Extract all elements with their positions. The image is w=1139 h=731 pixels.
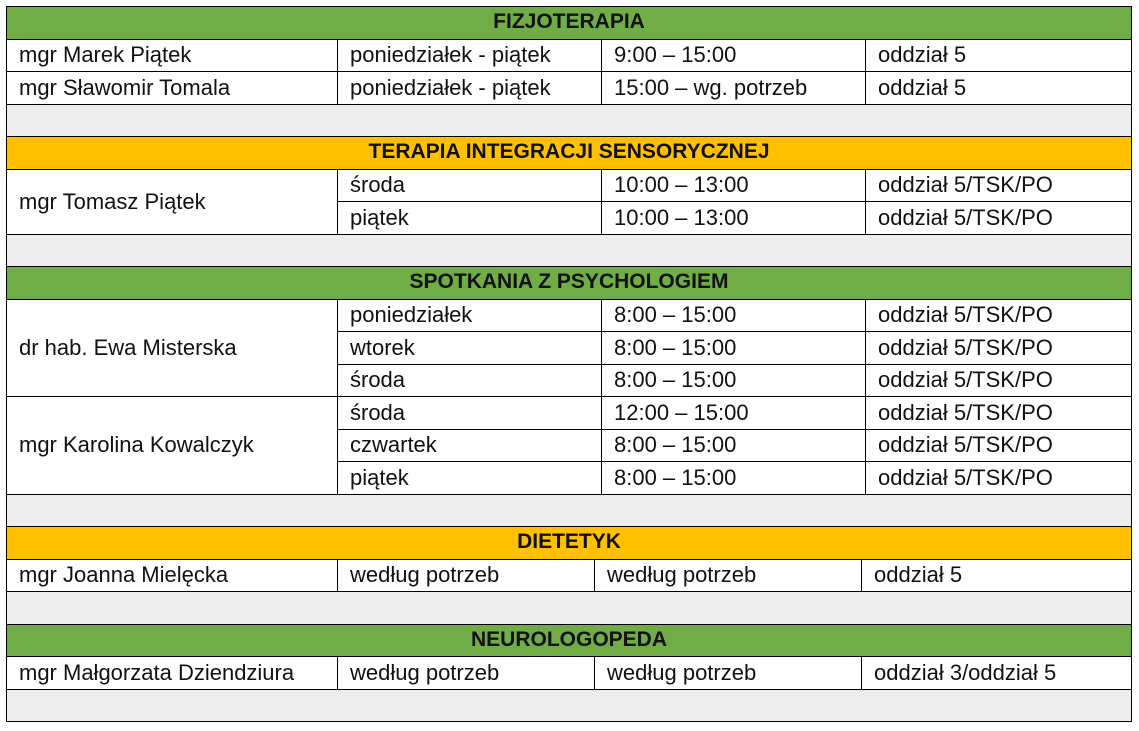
- person-cell: mgr Sławomir Tomala: [6, 71, 338, 105]
- person-cell: mgr Joanna Mielęcka: [6, 559, 338, 593]
- section-header: TERAPIA INTEGRACJI SENSORYCZNEJ: [6, 136, 1132, 170]
- hours-cell: 10:00 – 13:00: [601, 169, 866, 203]
- place-cell: oddział 5: [861, 559, 1132, 593]
- person-cell: dr hab. Ewa Misterska: [6, 299, 338, 398]
- hours-cell: 8:00 – 15:00: [601, 364, 866, 398]
- spacer-row: [6, 234, 1132, 268]
- spacer-row: [6, 689, 1132, 723]
- spacer-row: [6, 104, 1132, 138]
- day-cell: piątek: [337, 201, 602, 235]
- day-cell: poniedziałek: [337, 299, 602, 333]
- place-cell: oddział 5/TSK/PO: [865, 169, 1132, 203]
- hours-cell: 8:00 – 15:00: [601, 429, 866, 463]
- hours-cell: według potrzeb: [594, 656, 862, 690]
- place-cell: oddział 5: [865, 39, 1132, 73]
- place-cell: oddział 3/oddział 5: [861, 656, 1132, 690]
- day-cell: piątek: [337, 461, 602, 495]
- day-cell: według potrzeb: [337, 559, 595, 593]
- day-cell: poniedziałek - piątek: [337, 71, 602, 105]
- spacer-row: [6, 591, 1132, 625]
- hours-cell: 10:00 – 13:00: [601, 201, 866, 235]
- day-cell: poniedziałek - piątek: [337, 39, 602, 73]
- person-cell: mgr Karolina Kowalczyk: [6, 396, 338, 495]
- day-cell: środa: [337, 169, 602, 203]
- hours-cell: według potrzeb: [594, 559, 862, 593]
- hours-cell: 8:00 – 15:00: [601, 461, 866, 495]
- place-cell: oddział 5/TSK/PO: [865, 331, 1132, 365]
- day-cell: czwartek: [337, 429, 602, 463]
- place-cell: oddział 5/TSK/PO: [865, 429, 1132, 463]
- section-header: NEUROLOGOPEDA: [6, 624, 1132, 658]
- place-cell: oddział 5/TSK/PO: [865, 396, 1132, 430]
- day-cell: środa: [337, 364, 602, 398]
- place-cell: oddział 5/TSK/PO: [865, 461, 1132, 495]
- spacer-row: [6, 494, 1132, 528]
- section-header: DIETETYK: [6, 526, 1132, 560]
- hours-cell: 12:00 – 15:00: [601, 396, 866, 430]
- person-cell: mgr Marek Piątek: [6, 39, 338, 73]
- day-cell: według potrzeb: [337, 656, 595, 690]
- section-header: SPOTKANIA Z PSYCHOLOGIEM: [6, 266, 1132, 300]
- section-header: FIZJOTERAPIA: [6, 6, 1132, 40]
- hours-cell: 9:00 – 15:00: [601, 39, 866, 73]
- person-cell: mgr Tomasz Piątek: [6, 169, 338, 235]
- hours-cell: 8:00 – 15:00: [601, 331, 866, 365]
- place-cell: oddział 5/TSK/PO: [865, 299, 1132, 333]
- hours-cell: 15:00 – wg. potrzeb: [601, 71, 866, 105]
- place-cell: oddział 5/TSK/PO: [865, 201, 1132, 235]
- person-cell: mgr Małgorzata Dziendziura: [6, 656, 338, 690]
- day-cell: wtorek: [337, 331, 602, 365]
- place-cell: oddział 5/TSK/PO: [865, 364, 1132, 398]
- day-cell: środa: [337, 396, 602, 430]
- place-cell: oddział 5: [865, 71, 1132, 105]
- hours-cell: 8:00 – 15:00: [601, 299, 866, 333]
